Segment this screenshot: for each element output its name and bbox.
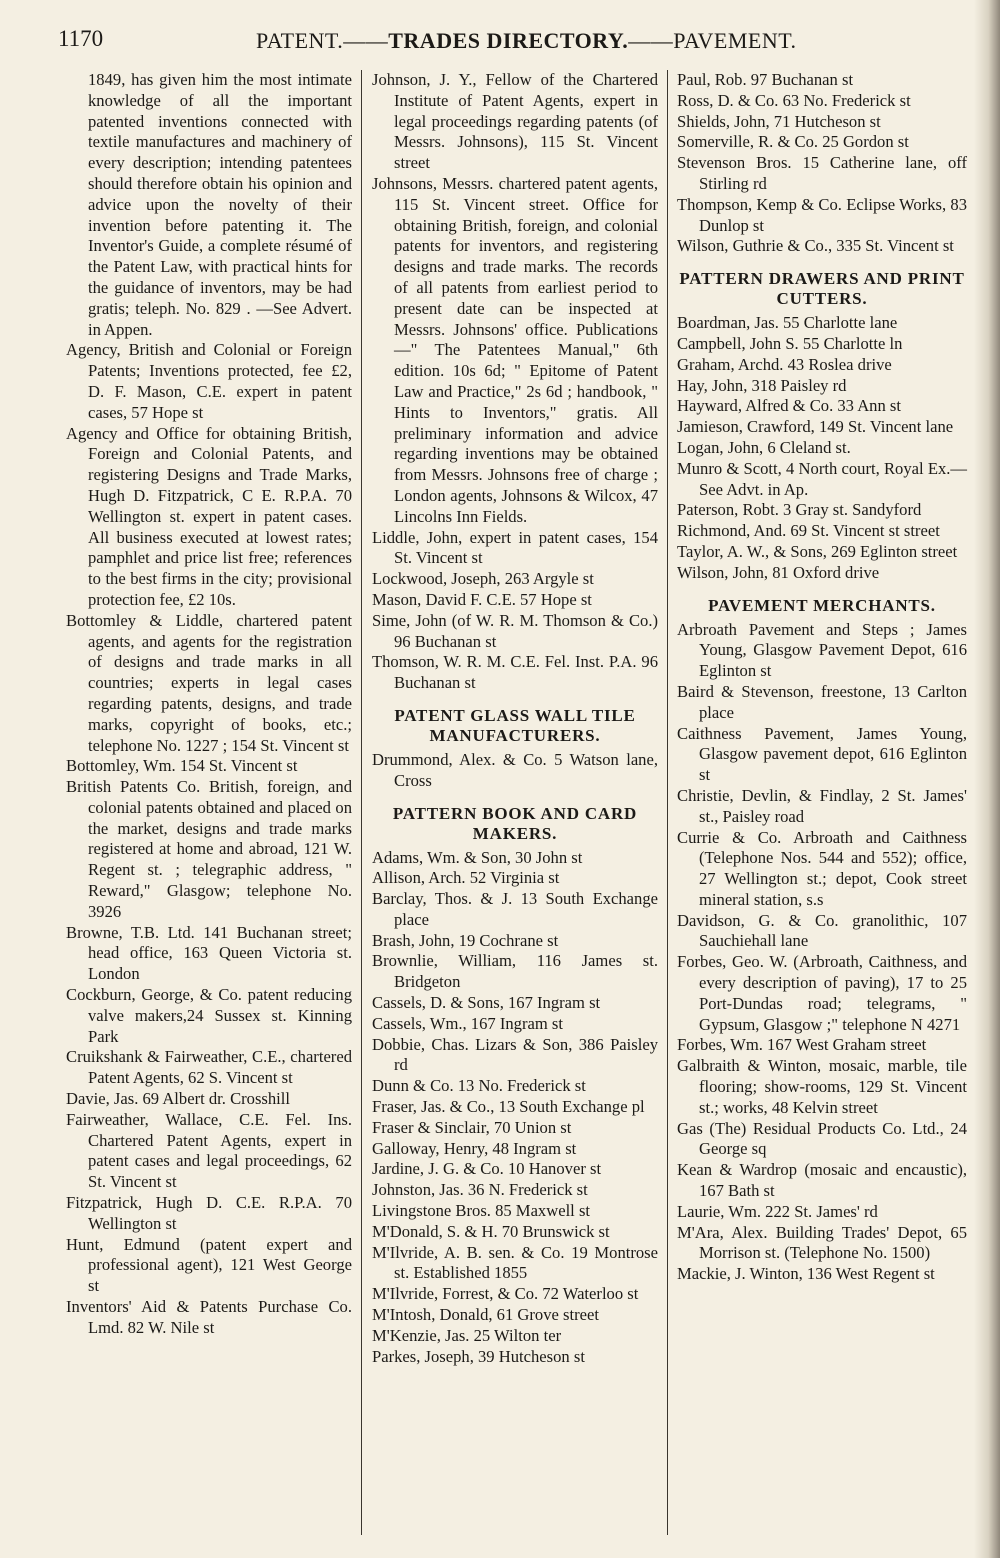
directory-entry: Wilson, Guthrie & Co., 335 St. Vincent st <box>677 236 954 256</box>
directory-entry: Parkes, Joseph, 39 Hutcheson st <box>372 1346 585 1366</box>
header-dash-1: —— <box>343 28 389 53</box>
directory-entry: Agency and Office for obtaining British, Foreign and Colonial Patents, and registering Designs and Trade Marks, Hugh D. Fitzpatrick, C E. R.P.A. 70 Wellington st. expert in patent cases. All business executed at lowest rates; pamphlet and price list free; references to the best firms in the city; provisional protection fee, £2 10s. <box>66 423 352 609</box>
directory-entry: Taylor, A. W., & Sons, 269 Eglinton street <box>677 541 958 561</box>
page-edge <box>974 0 1000 1558</box>
directory-entry: Forbes, Geo. W. (Arbroath, Caithness, and every description of paving), 17 to 25 Port-Dundas road; telegrams, " Gypsum, Glasgow ;" telephone N 4271 <box>677 952 967 1034</box>
directory-entry: Currie & Co. Arbroath and Caithness (Telephone Nos. 544 and 552); office, 27 Wellington st.; depot, Cook street mineral station, s.s <box>677 827 967 909</box>
directory-entry: M'Kenzie, Jas. 25 Wilton ter <box>372 1325 562 1345</box>
directory-entry: Graham, Archd. 43 Roslea drive <box>677 354 892 374</box>
directory-entry: Browne, T.B. Ltd. 141 Buchanan street; head office, 163 Queen Victoria st. London <box>66 922 352 984</box>
directory-entry: Fairweather, Wallace, C.E. Fel. Ins. Chartered Patent Agents, expert in patent cases and legal proceedings, 62 St. Vincent st <box>66 1109 352 1192</box>
directory-entry: Davie, Jas. 69 Albert dr. Crosshill <box>66 1089 290 1109</box>
directory-entry: Fraser & Sinclair, 70 Union st <box>372 1117 572 1137</box>
directory-entry: Barclay, Thos. & J. 13 South Exchange place <box>372 889 658 929</box>
directory-entry: M'Donald, S. & H. 70 Brunswick st <box>372 1221 610 1241</box>
page-number: 1170 <box>58 26 104 51</box>
column-2 <box>372 70 658 1367</box>
directory-entry: Allison, Arch. 52 Virginia st <box>372 868 560 888</box>
directory-entry: Richmond, And. 69 St. Vincent st street <box>677 521 940 541</box>
directory-entry: Paul, Rob. 97 Buchanan st <box>677 70 854 89</box>
directory-entry: Lockwood, Joseph, 263 Argyle st <box>372 569 594 589</box>
directory-entry: Shields, John, 71 Hutcheson st <box>677 111 881 131</box>
directory-entry: Campbell, John S. 55 Charlotte ln <box>677 333 903 353</box>
directory-entry: Logan, John, 6 Cleland st. <box>677 437 851 457</box>
directory-entry: Bottomley & Liddle, chartered patent agents, and agents for the registration of designs and trade marks in all countries; experts in legal cases regarding patents, designs, and trade marks, copyright of books, etc.; telephone No. 1227 ; 154 St. Vincent st <box>66 610 352 755</box>
header-left: PATENT. <box>256 28 344 53</box>
directory-entry: Mason, David F. C.E. 57 Hope st <box>372 589 592 609</box>
directory-entry: Laurie, Wm. 222 St. James' rd <box>677 1201 878 1221</box>
directory-entry: Jamieson, Crawford, 149 St. Vincent lane <box>677 417 954 437</box>
directory-entry: Fraser, Jas. & Co., 13 South Exchange pl <box>372 1097 645 1117</box>
directory-entry: Jardine, J. G. & Co. 10 Hanover st <box>372 1159 602 1179</box>
directory-entry: Inventors' Aid & Patents Purchase Co. Lmd. 82 W. Nile st <box>66 1297 352 1337</box>
directory-entry: Hay, John, 318 Paisley rd <box>677 375 847 395</box>
section-heading: PAVEMENT MERCHANTS. <box>708 595 936 615</box>
directory-entry: British Patents Co. British, foreign, and colonial patents obtained and placed on the market, designs and trade marks registered at home and abroad, 121 W. Regent st. ; telegraphic address, " Reward," Glasgow; telephone No. 3926 <box>66 777 352 921</box>
directory-entry: Johnson, J. Y., Fellow of the Chartered Institute of Patent Agents, expert in legal proceedings regarding patents (of Messrs. Johnsons), 115 St. Vincent street <box>372 70 658 173</box>
directory-entry: Arbroath Pavement and Steps ; James Young, Glasgow Pavement Depot, 616 Eglinton st <box>677 619 967 681</box>
directory-entry: Stevenson Bros. 15 Catherine lane, off Stirling rd <box>677 153 967 193</box>
directory-entry: Sime, John (of W. R. M. Thomson & Co.) 96 Buchanan st <box>372 610 658 651</box>
directory-entry: Galbraith & Winton, mosaic, marble, tile flooring; show-rooms, 129 St. Vincent st.; works, 48 Kelvin street <box>677 1056 967 1117</box>
section-heading: PATENT GLASS WALL TILE MANUFACTURERS. <box>394 705 636 745</box>
header-right: PAVEMENT. <box>673 28 797 53</box>
directory-entry: Johnsons, Messrs. chartered patent agents, 115 St. Vincent street. Office for obtaining British, foreign, and colonial patents for inventors, and registering designs and trade marks. The records of all patents from earliest period to present date can be inspected at Messrs. Johnsons' office. Publications—" The Patentees Manual," 6th edition. 10s 6d; " Epitome of Patent Law and Practice," 2s 6d ; handbook, " Hints to Inventors," gratis. All preliminary information and advice regarding inventions may be obtained from Messrs. Johnsons free of charge ; London agents, Johnsons & Wilcox, 47 Lincolns Inn Fields. <box>372 173 658 526</box>
directory-entry: Cockburn, George, & Co. patent reducing valve makers,24 Sussex st. Kinning Park <box>66 985 352 1046</box>
directory-entry: 1849, has given him the most intimate knowledge of all the important patented inventions connected with textile manufactures and machinery of every description; intending patentees should therefore obtain his opinion and advice upon the novelty of their invention before patenting it. The Inventor's Guide, a complete résumé of the Patent Law, with practical hints for the guidance of inventors, may be had gratis; teleph. No. 829 . —See Advert. in Appen. <box>88 70 352 339</box>
directory-entry: Cassels, Wm., 167 Ingram st <box>372 1013 563 1033</box>
directory-entry: Davidson, G. & Co. granolithic, 107 Sauchiehall lane <box>677 910 967 951</box>
directory-entry: Hunt, Edmund (patent expert and professional agent), 121 West George st <box>66 1234 352 1296</box>
page-header <box>58 26 966 56</box>
directory-entry: Johnston, Jas. 36 N. Frederick st <box>372 1180 588 1200</box>
directory-entry: Agency, British and Colonial or Foreign Patents; Inventions protected, fee £2, D. F. Mason, C.E. expert in patent cases, 57 Hope st <box>66 340 352 422</box>
directory-entry: Christie, Devlin, & Findlay, 2 St. James' st., Paisley road <box>677 785 967 826</box>
directory-entry: Liddle, John, expert in patent cases, 154 St. Vincent st <box>372 527 658 568</box>
directory-entry: Bottomley, Wm. 154 St. Vincent st <box>66 756 298 776</box>
directory-entry: Paterson, Robt. 3 Gray st. Sandyford <box>677 500 922 520</box>
column-3 <box>677 70 967 1285</box>
directory-entry: Boardman, Jas. 55 Charlotte lane <box>677 313 898 333</box>
section-heading: PATTERN BOOK AND CARD MAKERS. <box>392 803 638 843</box>
directory-entry: Ross, D. & Co. 63 No. Frederick st <box>677 90 911 110</box>
directory-entry: Adams, Wm. & Son, 30 John st <box>372 847 583 867</box>
directory-entry: Fitzpatrick, Hugh D. C.E. R.P.A. 70 Wellington st <box>66 1193 352 1233</box>
directory-entry: Caithness Pavement, James Young, Glasgow pavement depot, 616 Eglinton st <box>677 723 967 785</box>
column-rule-2 <box>667 70 668 1535</box>
directory-entry: M'Ilvride, Forrest, & Co. 72 Waterloo st <box>372 1284 639 1304</box>
directory-entry: Livingstone Bros. 85 Maxwell st <box>372 1201 591 1221</box>
directory-entry: Brownlie, William, 116 James st. Bridgeton <box>372 951 658 992</box>
directory-entry: Baird & Stevenson, freestone, 13 Carlton place <box>677 681 967 722</box>
directory-entry: Gas (The) Residual Products Co. Ltd., 24 George sq <box>677 1118 967 1159</box>
directory-entry: Munro & Scott, 4 North court, Royal Ex.—See Advt. in Ap. <box>677 458 967 499</box>
directory-entry: Cruikshank & Fairweather, C.E., chartered Patent Agents, 62 S. Vincent st <box>66 1047 352 1088</box>
directory-entry: Dobbie, Chas. Lizars & Son, 386 Paisley rd <box>372 1034 658 1075</box>
directory-entry: Somerville, R. & Co. 25 Gordon st <box>677 132 909 152</box>
header-dash-2: —— <box>628 28 674 53</box>
directory-entry: Cassels, D. & Sons, 167 Ingram st <box>372 993 601 1013</box>
directory-entry: Brash, John, 19 Cochrane st <box>372 930 559 950</box>
running-title <box>256 28 797 54</box>
directory-entry: Galloway, Henry, 48 Ingram st <box>372 1138 577 1158</box>
directory-entry: Drummond, Alex. & Co. 5 Watson lane, Cross <box>372 749 658 790</box>
directory-entry: M'Ilvride, A. B. sen. & Co. 19 Montrose st. Established 1855 <box>372 1242 658 1283</box>
directory-entry: M'Intosh, Donald, 61 Grove street <box>372 1305 599 1325</box>
directory-entry: Thompson, Kemp & Co. Eclipse Works, 83 Dunlop st <box>677 194 967 235</box>
section-heading: PATTERN DRAWERS AND PRINT CUTTERS. <box>679 269 965 309</box>
directory-entry: Kean & Wardrop (mosaic and encaustic), 167 Bath st <box>677 1160 967 1201</box>
directory-entry: Mackie, J. Winton, 136 West Regent st <box>677 1264 935 1284</box>
column-1 <box>66 70 352 1339</box>
directory-entry: Hayward, Alfred & Co. 33 Ann st <box>677 396 901 416</box>
directory-entry: M'Ara, Alex. Building Trades' Depot, 65 Morrison st. (Telephone No. 1500) <box>677 1222 967 1263</box>
directory-entry: Forbes, Wm. 167 West Graham street <box>677 1035 927 1055</box>
header-center: TRADES DIRECTORY. <box>388 28 629 53</box>
directory-entry: Wilson, John, 81 Oxford drive <box>677 562 880 582</box>
column-rule-1 <box>361 70 362 1535</box>
directory-entry: Dunn & Co. 13 No. Frederick st <box>372 1076 586 1096</box>
directory-entry: Thomson, W. R. M. C.E. Fel. Inst. P.A. 96 Buchanan st <box>372 652 658 693</box>
